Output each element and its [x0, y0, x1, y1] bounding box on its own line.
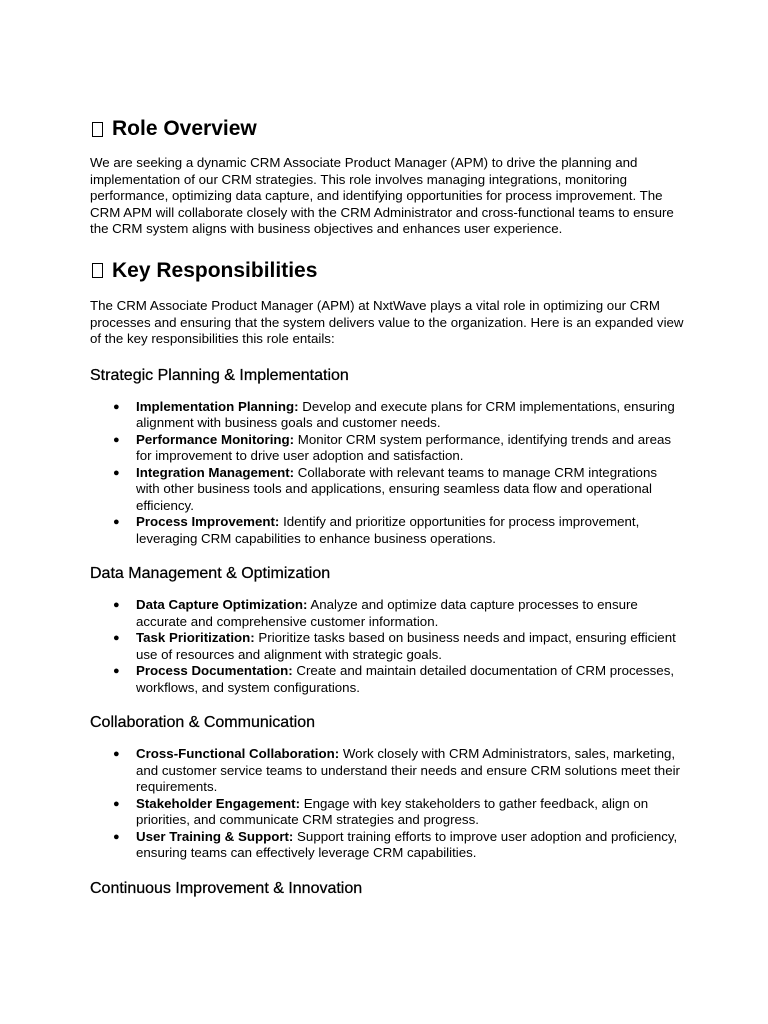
bullet-list-data-management [90, 597, 684, 696]
item-text: Support training efforts to improve user adoption and proficiency, ensuring teams can effectively leverage CRM capabilities. [136, 828, 678, 861]
role-overview-heading [90, 116, 684, 142]
list-item [113, 630, 684, 663]
item-text: Identify and prioritize opportunities for process improvement, leveraging CRM capabilities to enhance business operations. [136, 514, 640, 546]
bullet-icon: ● [113, 599, 120, 612]
section-heading-collaboration: Collaboration & Communication [90, 714, 315, 732]
section-heading-strategic-planning: Strategic Planning & Implementation [90, 366, 349, 384]
list-item [113, 828, 684, 862]
item-text: Analyze and optimize data capture processes to ensure accurate and comprehensive customer information. [136, 597, 638, 629]
list-item [113, 795, 684, 829]
item-text: Develop and execute plans for CRM implementations, ensuring alignment with business goals and customer needs. [136, 398, 675, 431]
item-label: Process Improvement: [136, 514, 280, 530]
bullet-icon: ● [113, 400, 120, 413]
section-heading-continuous-improvement: Continuous Improvement & Innovation [90, 879, 363, 897]
item-text: Collaborate with relevant teams to manage CRM integrations with other business tools and applications, ensuring seamless data flow and operational efficiency. [136, 464, 657, 513]
list-item [113, 514, 684, 547]
key-responsibilities-heading [90, 258, 684, 284]
item-label: User Training & Support: [136, 828, 294, 844]
item-label: Implementation Planning: [136, 398, 299, 414]
bullet-icon: ● [113, 748, 120, 761]
list-item [113, 398, 684, 432]
item-label: Task Prioritization: [136, 630, 255, 646]
bullet-icon: ● [113, 665, 120, 678]
item-label: Stakeholder Engagement: [136, 795, 301, 811]
role-overview-title: Role Overview [112, 117, 257, 140]
item-label: Integration Management: [136, 464, 295, 480]
item-label: Process Documentation: [136, 663, 293, 679]
item-text: Monitor CRM system performance, identifying trends and areas for improvement to drive user adoption and satisfaction. [136, 431, 672, 464]
list-item [113, 746, 684, 796]
list-item [113, 464, 684, 515]
list-item [113, 597, 684, 630]
item-label: Data Capture Optimization: [136, 597, 308, 613]
emoji-placeholder-icon [92, 122, 103, 137]
bullet-icon: ● [113, 433, 120, 446]
bullet-icon: ● [113, 516, 120, 529]
item-text: Prioritize tasks based on business needs and impact, ensuring efficient use of resources and alignment with strategic goals. [136, 630, 676, 662]
bullet-icon: ● [113, 632, 120, 645]
bullet-icon: ● [113, 830, 120, 843]
bullet-icon: ● [113, 466, 120, 479]
bullet-list-strategic-planning [90, 399, 684, 548]
item-text: Create and maintain detailed documentation of CRM processes, workflows, and system configurations. [136, 663, 675, 695]
item-label: Cross-Functional Collaboration: [136, 746, 340, 762]
item-text: Work closely with CRM Administrators, sales, marketing, and customer service teams to understand their needs and ensure CRM solutions meet their requirements. [136, 746, 680, 795]
bullet-list-collaboration [90, 746, 684, 862]
list-item [113, 431, 684, 465]
item-label: Performance Monitoring: [136, 431, 295, 447]
bullet-icon: ● [113, 797, 120, 810]
key-responsibilities-title: Key Responsibilities [112, 258, 318, 282]
role-overview-body: We are seeking a dynamic CRM Associate Product Manager (APM) to drive the planning and implementation of our CRM strategies. This role involves managing integrations, monitoring performance, optimizing data capture, and identifying opportunities for process improvement. The CRM APM will collaborate closely with the CRM Administrator and cross-functional teams to ensure the CRM system aligns with business objectives and enhances user experience. [90, 155, 674, 237]
emoji-placeholder-icon [92, 263, 103, 278]
key-responsibilities-body: The CRM Associate Product Manager (APM) at NxtWave plays a vital role in optimizing our CRM processes and ensuring that the system delivers value to the organization. Here is an expanded view of the key responsibilities this role entails: [90, 297, 684, 347]
item-text: Engage with key stakeholders to gather feedback, align on priorities, and communicate CRM strategies and progress. [136, 795, 649, 828]
list-item [113, 663, 684, 696]
section-heading-data-management: Data Management & Optimization [90, 565, 331, 583]
